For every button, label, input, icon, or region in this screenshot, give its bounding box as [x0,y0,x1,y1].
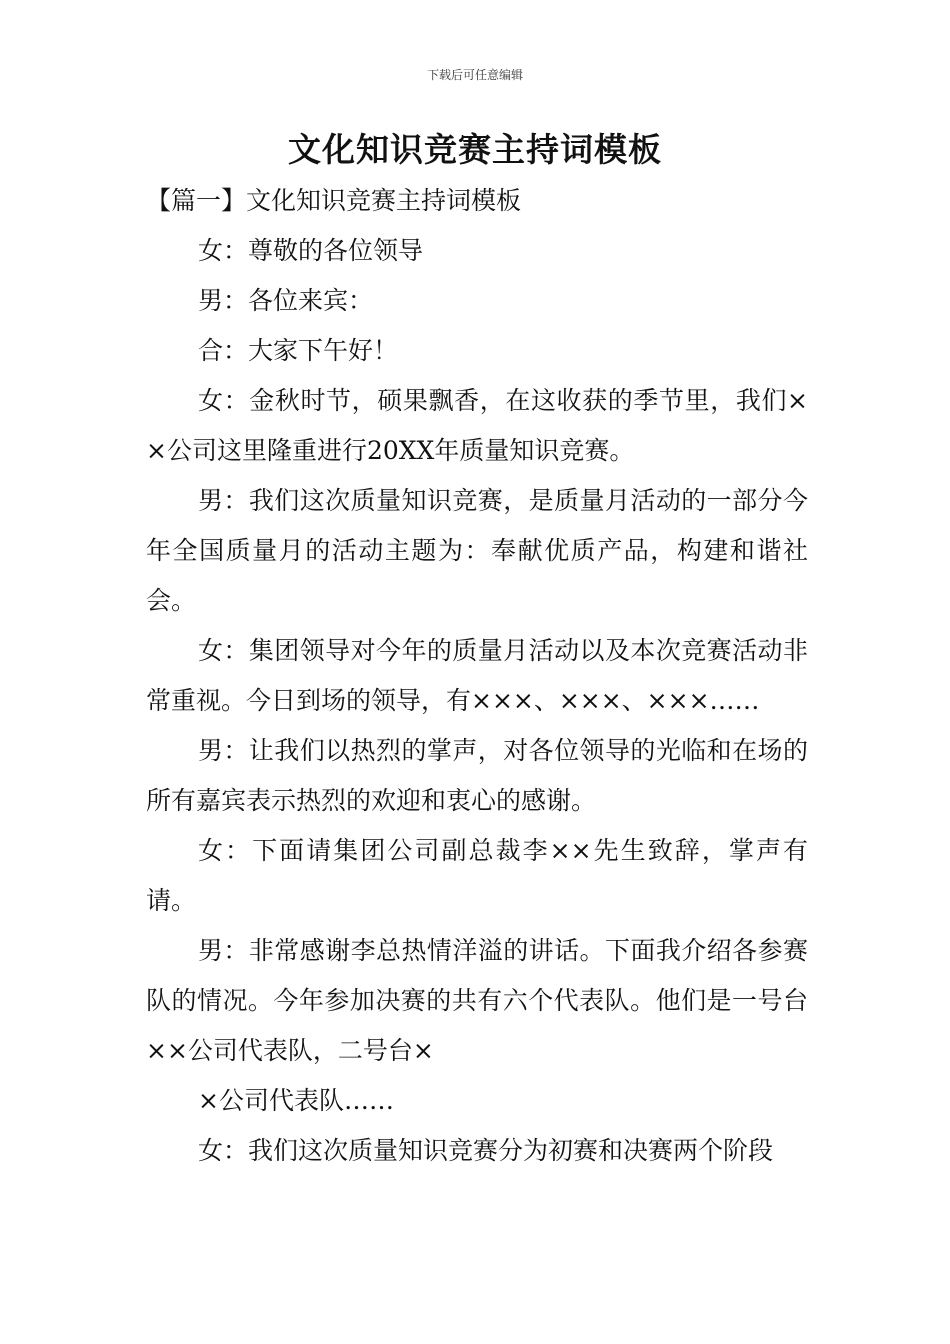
paragraph: ×公司代表队…… [198,1086,394,1115]
paragraph: 男：各位来宾： [198,286,374,315]
paragraph: 男：非常感谢李总热情洋溢的讲话。下面我介绍各参赛队的情况。今年参加决赛的共有六个代表队。他们是一号台××公司代表队，二号台× [146,936,808,1065]
document-body [146,176,808,1176]
section-heading: 【篇一】文化知识竞赛主持词模板 [146,186,522,215]
header-note: 下载后可任意编辑 [426,68,523,82]
paragraph: 女：下面请集团公司副总裁李××先生致辞，掌声有请。 [146,836,808,915]
document-title: 文化知识竞赛主持词模板 [288,130,662,169]
paragraph: 女：金秋时节，硕果飘香，在这收获的季节里，我们××公司这里隆重进行20XX年质量知识竞赛。 [146,386,808,465]
paragraph: 女：我们这次质量知识竞赛分为初赛和决赛两个阶段 [198,1136,774,1165]
paragraph: 女：集团领导对今年的质量月活动以及本次竞赛活动非常重视。今日到场的领导，有×××、×××、×××…… [146,636,808,715]
paragraph: 男：让我们以热烈的掌声，对各位领导的光临和在场的所有嘉宾表示热烈的欢迎和衷心的感谢。 [146,736,808,815]
paragraph: 女：尊敬的各位领导 [198,236,424,265]
paragraph: 合：大家下午好！ [198,336,399,365]
paragraph: 男：我们这次质量知识竞赛，是质量月活动的一部分今年全国质量月的活动主题为：奉献优质产品，构建和谐社会。 [146,486,808,615]
